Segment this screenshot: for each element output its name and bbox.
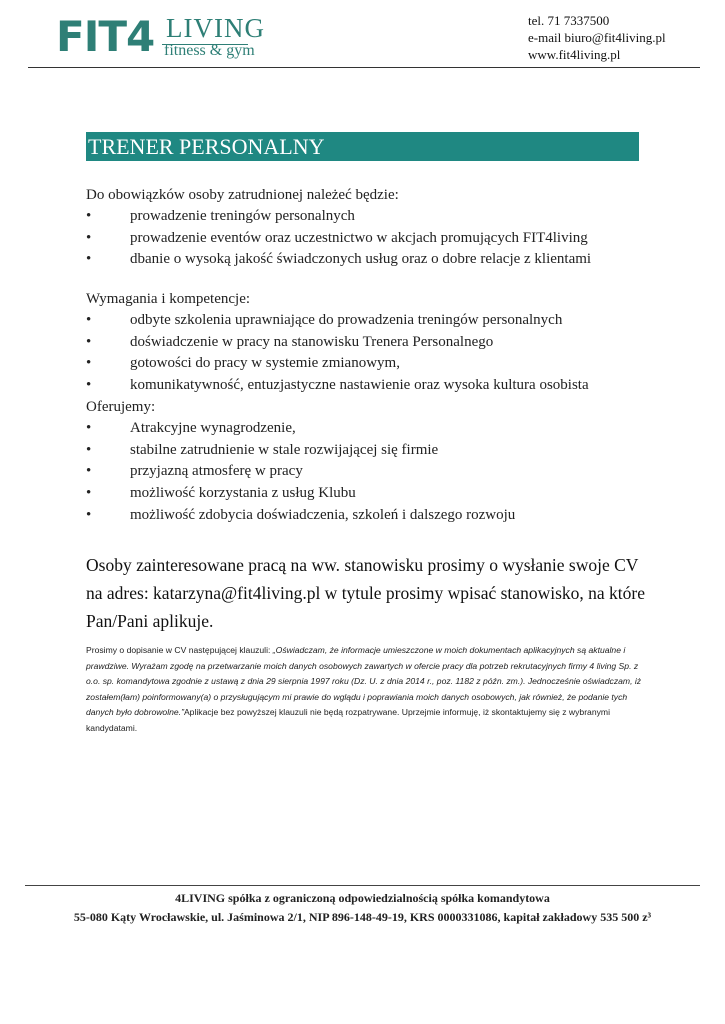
list-item: • komunikatywność, entuzjastyczne nastawienie oraz wysoka kultura osobista <box>86 375 589 397</box>
bullet-icon: • <box>86 208 92 224</box>
requirements-section <box>86 288 589 526</box>
footer-divider <box>25 885 700 886</box>
list-item: • gotowości do pracy w systemie zmianowym, <box>86 353 589 375</box>
bullet-icon: • <box>86 506 92 523</box>
bullet-icon: • <box>86 419 92 436</box>
offer-lead: Oferujemy: <box>86 398 156 415</box>
list-item: • prowadzenie treningów personalnych <box>86 206 591 228</box>
duties-lead: Do obowiązków osoby zatrudnionej należeć będzie: <box>86 187 399 203</box>
bullet-icon: • <box>86 229 92 246</box>
contact-website[interactable]: www.fit4living.pl <box>528 47 621 62</box>
bullet-icon: • <box>86 377 92 394</box>
contact-phone: tel. 71 7337500 <box>528 13 610 28</box>
contact-email[interactable]: e-mail biuro@fit4living.pl <box>528 30 666 45</box>
header-divider <box>28 67 700 68</box>
page-title: TRENER PERSONALNY <box>88 134 325 159</box>
clause-outro: Aplikacje bez powyższej klauzuli nie będą rozpatrywane. Uprzejmie informuję, iż skontaktujemy się z wybranymi kandydatami. <box>86 707 610 733</box>
bullet-icon: • <box>86 251 92 268</box>
logo-subtitle: fitness & gym <box>164 42 255 59</box>
bullet-icon: • <box>86 484 92 501</box>
bullet-icon: • <box>86 312 92 328</box>
list-item: • odbyte szkolenia uprawniające do prowadzenia treningów personalnych <box>86 310 589 332</box>
clause-intro: Prosimy o dopisanie w CV następującej klauzuli: <box>86 645 273 655</box>
offer-list <box>86 418 589 527</box>
list-item: • doświadczenie w pracy na stanowisku Trenera Personalnego <box>86 332 589 354</box>
company-logo <box>56 12 265 64</box>
requirements-lead: Wymagania i kompetencje: <box>86 291 251 307</box>
bullet-icon: • <box>86 463 92 480</box>
list-item: • prowadzenie eventów oraz uczestnictwo w akcjach promujących FIT4living <box>86 228 591 250</box>
footer-company-name: 4LIVING spółka z ograniczoną odpowiedzialnością spółka komandytowa <box>175 891 550 905</box>
clause-quote: „Oświadczam, że informacje umieszczone w moich dokumentach aplikacyjnych są aktualne i prawdziwe. Wyrażam zgodę na przetwarzanie moich danych osobowych zawartych w ofercie pracy dla potrzeb rekrutacyjnych firmy 4 living Sp. z o.o. sp. komandytowa zgodnie z ustawą z dnia 29 sierpnia 1997 roku (Dz. U. z dnia 2014 r., poz. 1182 z późn. zm.). Jednocześnie oświadczam, iż zostałem(łam) poinformowany(a) o przysługującym mi prawie do wglądu i poprawiania moich danych osobowych, jak również, że podanie tych danych było dobrowolne.” <box>86 645 642 718</box>
footer <box>0 889 725 927</box>
contact-block <box>528 12 666 63</box>
logo-main-text: FIT4 <box>56 12 155 61</box>
logo-living-text: LIVING <box>166 13 265 43</box>
list-item: • dbanie o wysoką jakość świadczonych usług oraz o dobre relacje z klientami <box>86 249 591 271</box>
list-item: • przyjazną atmosferę w pracy <box>86 461 589 483</box>
application-instructions: Osoby zainteresowane pracą na ww. stanowisku prosimy o wysłanie swoje CV na adres: katarzyna@fit4living.pl w tytule prosimy wpisać stanowisko, na które Pan/Pani aplikuje. <box>86 555 645 631</box>
list-item: • możliwość korzystania z usług Klubu <box>86 483 589 505</box>
footer-company-details: 55-080 Kąty Wrocławskie, ul. Jaśminowa 2/1, NIP 896-148-49-19, KRS 0000331086, kapitał zakładowy 535 500 z³ <box>73 910 652 924</box>
bullet-icon: • <box>86 441 92 458</box>
duties-section <box>86 184 591 271</box>
duties-list <box>86 206 591 271</box>
title-banner <box>86 132 639 161</box>
list-item: • stabilne zatrudnienie w stale rozwijającej się firmie <box>86 440 589 462</box>
bullet-icon: • <box>86 355 92 372</box>
list-item: • Atrakcyjne wynagrodzenie, <box>86 418 589 440</box>
list-item: • możliwość zdobycia doświadczenia, szkoleń i dalszego rozwoju <box>86 505 589 527</box>
bullet-icon: • <box>86 333 92 350</box>
requirements-list <box>86 310 589 397</box>
gdpr-clause <box>86 643 646 737</box>
